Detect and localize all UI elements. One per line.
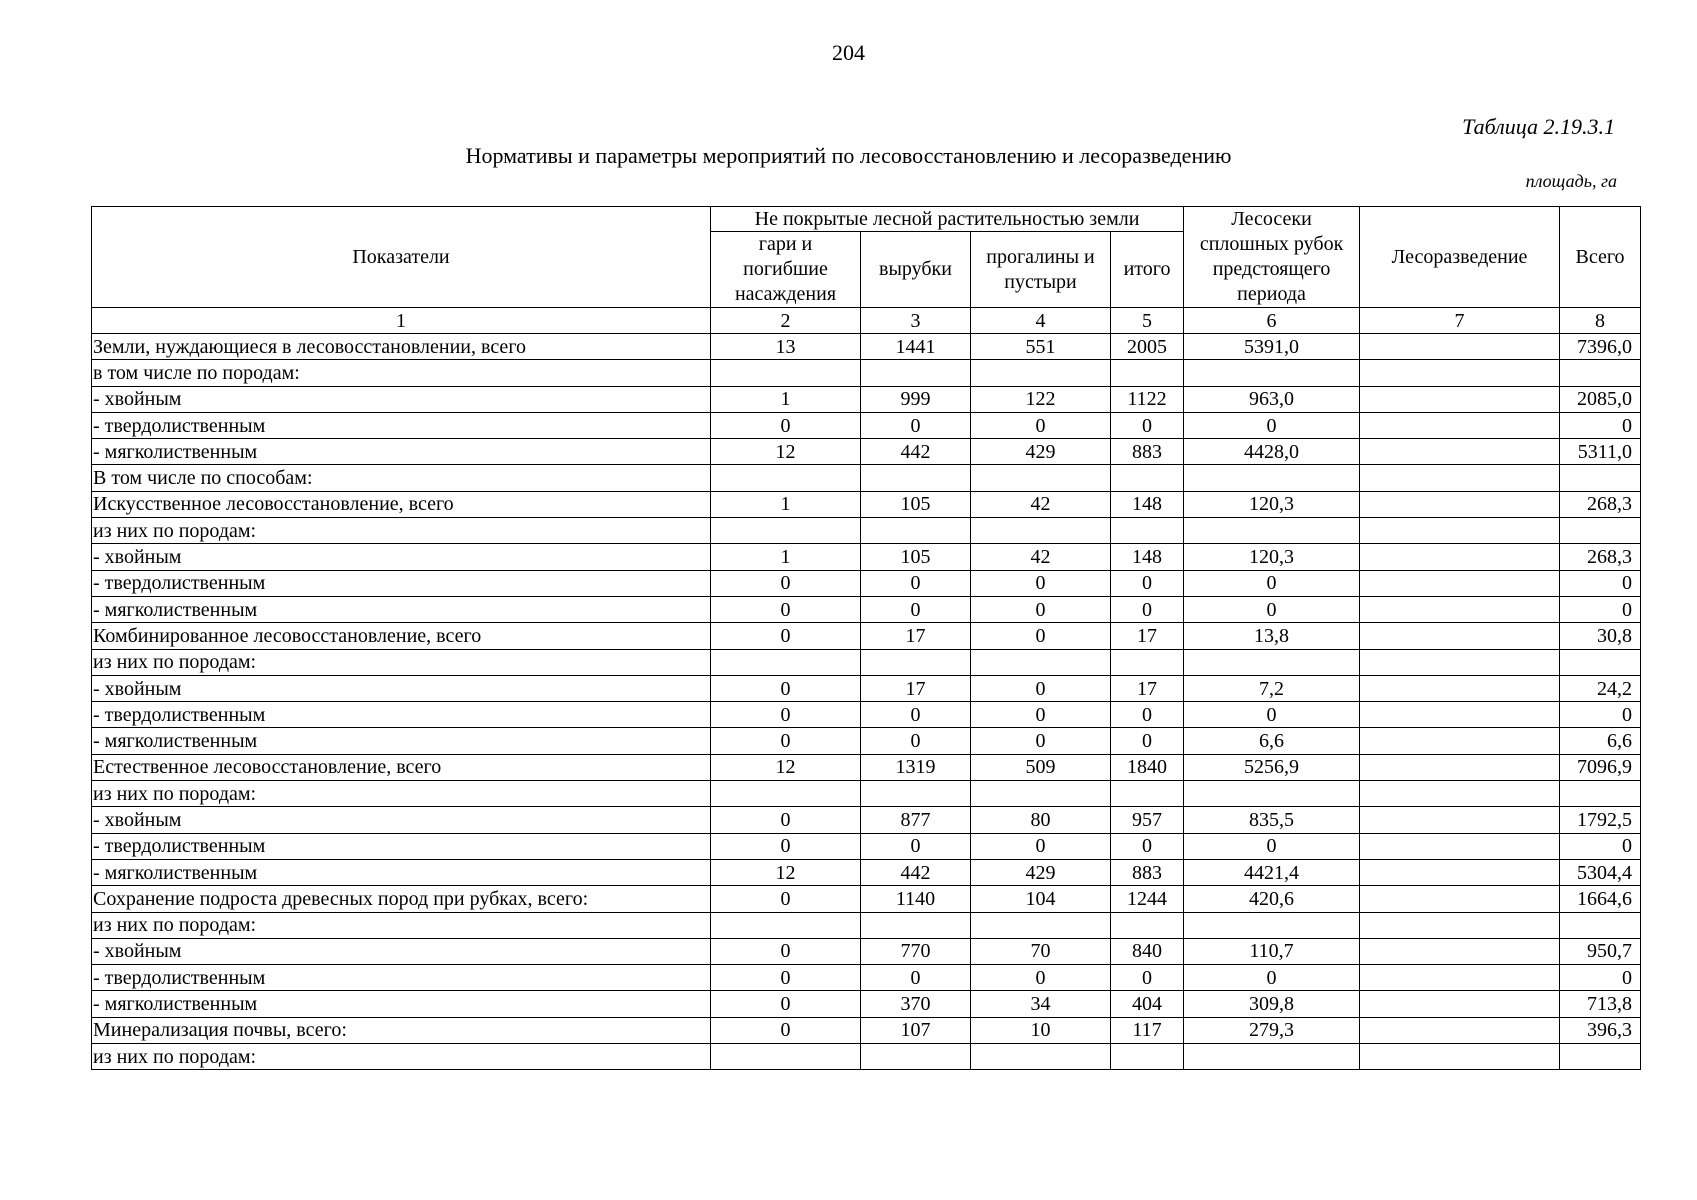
cell-c3: 442 [861,439,971,465]
table-row [92,518,1641,544]
row-label: из них по породам: [92,1044,711,1070]
cell-c3: 0 [861,833,971,859]
cell-c6 [1184,649,1360,675]
cell-c4: 0 [971,623,1111,649]
cell-c6: 120,3 [1184,491,1360,517]
cell-c7 [1360,702,1560,728]
cell-c3: 770 [861,938,971,964]
row-label: Естественное лесовосстановление, всего [92,754,711,780]
cell-c4: 10 [971,1017,1111,1043]
cell-c7 [1360,728,1560,754]
column-number: 1 [92,308,711,334]
row-label: - твердолиственным [92,833,711,859]
cell-c7 [1360,596,1560,622]
header-afforestation: Лесоразведение [1360,207,1560,308]
cell-c4: 42 [971,544,1111,570]
cell-c8: 0 [1560,833,1641,859]
cell-c2: 0 [711,886,861,912]
cell-c3: 1441 [861,334,971,360]
cell-c3: 1140 [861,886,971,912]
cell-c8: 5311,0 [1560,439,1641,465]
cell-c3: 1319 [861,754,971,780]
cell-c2: 0 [711,412,861,438]
cell-c4 [971,360,1111,386]
cell-c7 [1360,886,1560,912]
cell-c6: 5256,9 [1184,754,1360,780]
cell-c6 [1184,360,1360,386]
cell-c8: 0 [1560,702,1641,728]
cell-c8: 268,3 [1560,544,1641,570]
row-label: - мягколиственным [92,859,711,885]
cell-c8: 950,7 [1560,938,1641,964]
cell-c7 [1360,360,1560,386]
cell-c8 [1560,649,1641,675]
cell-c5: 0 [1111,702,1184,728]
cell-c7 [1360,412,1560,438]
row-label: - мягколиственным [92,439,711,465]
table-row [92,781,1641,807]
row-label: - твердолиственным [92,412,711,438]
cell-c4: 0 [971,728,1111,754]
cell-c6: 0 [1184,702,1360,728]
cell-c3 [861,649,971,675]
column-number: 6 [1184,308,1360,334]
cell-c3: 0 [861,412,971,438]
cell-c4 [971,1044,1111,1070]
cell-c2: 0 [711,675,861,701]
header-total: Всего [1560,207,1641,308]
cell-c6: 4421,4 [1184,859,1360,885]
cell-c6: 0 [1184,965,1360,991]
cell-c6 [1184,781,1360,807]
cell-c2 [711,649,861,675]
cell-c2: 1 [711,544,861,570]
cell-c6 [1184,912,1360,938]
cell-c3: 107 [861,1017,971,1043]
table-row [92,991,1641,1017]
cell-c6: 0 [1184,833,1360,859]
cell-c4: 42 [971,491,1111,517]
cell-c8 [1560,912,1641,938]
row-label: из них по породам: [92,649,711,675]
cell-c7 [1360,965,1560,991]
table-row [92,702,1641,728]
cell-c5: 883 [1111,439,1184,465]
cell-c5: 117 [1111,1017,1184,1043]
cell-c3 [861,912,971,938]
table-row [92,859,1641,885]
cell-c8: 0 [1560,412,1641,438]
cell-c7 [1360,439,1560,465]
table-row [92,649,1641,675]
table-row [92,886,1641,912]
column-number: 5 [1111,308,1184,334]
cell-c3: 999 [861,386,971,412]
table-title: Нормативы и параметры мероприятий по лесовосстановлению и лесоразведению [465,143,1232,168]
cell-c6: 6,6 [1184,728,1360,754]
table-number: Таблица 2.19.3.1 [1462,114,1615,139]
cell-c8: 7396,0 [1560,334,1641,360]
cell-c5: 148 [1111,544,1184,570]
cell-c4: 429 [971,439,1111,465]
cell-c2: 0 [711,728,861,754]
cell-c8: 7096,9 [1560,754,1641,780]
cell-c4: 80 [971,807,1111,833]
cell-c6 [1184,518,1360,544]
row-label: в том числе по породам: [92,360,711,386]
cell-c8: 268,3 [1560,491,1641,517]
cell-c8 [1560,1044,1641,1070]
cell-c7 [1360,833,1560,859]
column-number: 2 [711,308,861,334]
row-label: Земли, нуждающиеся в лесовосстановлении, всего [92,334,711,360]
cell-c5 [1111,465,1184,491]
cell-c2: 0 [711,991,861,1017]
table-row [92,965,1641,991]
cell-c2: 12 [711,859,861,885]
cell-c5: 0 [1111,570,1184,596]
cell-c6 [1184,465,1360,491]
cell-c5: 2005 [1111,334,1184,360]
cell-c4: 0 [971,675,1111,701]
cell-c8 [1560,518,1641,544]
cell-c5: 957 [1111,807,1184,833]
cell-c3: 370 [861,991,971,1017]
cell-c3: 17 [861,675,971,701]
cell-c6: 309,8 [1184,991,1360,1017]
cell-c8: 2085,0 [1560,386,1641,412]
table-row [92,334,1641,360]
cell-c4: 429 [971,859,1111,885]
table-row [92,728,1641,754]
cell-c2: 0 [711,702,861,728]
header-burnt-dead-stands: гари и погибшие насаждения [711,232,861,308]
table-row [92,570,1641,596]
table-row [92,439,1641,465]
cell-c6: 120,3 [1184,544,1360,570]
cell-c2: 1 [711,491,861,517]
table-row [92,412,1641,438]
cell-c3: 105 [861,491,971,517]
cell-c2: 0 [711,833,861,859]
table-row [92,833,1641,859]
cell-c6: 0 [1184,596,1360,622]
cell-c4: 34 [971,991,1111,1017]
page-number: 204 [832,40,865,65]
table-row [92,754,1641,780]
cell-c2 [711,912,861,938]
cell-c7 [1360,859,1560,885]
table-body [92,334,1641,1070]
header-clearcut-areas: Лесосеки сплошных рубок предстоящего периода [1184,207,1360,308]
cell-c3 [861,781,971,807]
cell-c6: 4428,0 [1184,439,1360,465]
cell-c3: 0 [861,728,971,754]
column-number-row [92,308,1641,334]
cell-c8: 0 [1560,965,1641,991]
cell-c7 [1360,386,1560,412]
row-label: - хвойным [92,807,711,833]
cell-c3: 0 [861,965,971,991]
cell-c4: 0 [971,702,1111,728]
cell-c2 [711,781,861,807]
row-label: - твердолиственным [92,702,711,728]
cell-c8: 0 [1560,570,1641,596]
column-number: 8 [1560,308,1641,334]
row-label: Искусственное лесовосстановление, всего [92,491,711,517]
cell-c4: 551 [971,334,1111,360]
cell-c6: 7,2 [1184,675,1360,701]
cell-c5 [1111,912,1184,938]
cell-c7 [1360,491,1560,517]
cell-c5 [1111,649,1184,675]
cell-c8: 0 [1560,596,1641,622]
cell-c8 [1560,465,1641,491]
cell-c4: 0 [971,965,1111,991]
cell-c6: 279,3 [1184,1017,1360,1043]
cell-c7 [1360,649,1560,675]
cell-c5 [1111,360,1184,386]
header-subtotal: итого [1111,232,1184,308]
cell-c3: 0 [861,570,971,596]
cell-c6: 0 [1184,412,1360,438]
row-label: Комбинированное лесовосстановление, всего [92,623,711,649]
table-row [92,912,1641,938]
cell-c7 [1360,1044,1560,1070]
cell-c3: 442 [861,859,971,885]
header-uncovered-lands: Не покрытые лесной растительностью земли [711,207,1184,232]
row-label: - хвойным [92,675,711,701]
cell-c5: 0 [1111,412,1184,438]
cell-c2: 0 [711,1017,861,1043]
cell-c3: 17 [861,623,971,649]
cell-c7 [1360,754,1560,780]
cell-c5: 1244 [1111,886,1184,912]
table-row [92,623,1641,649]
cell-c4: 509 [971,754,1111,780]
cell-c4 [971,649,1111,675]
cell-c8: 30,8 [1560,623,1641,649]
table-row [92,1044,1641,1070]
cell-c2: 1 [711,386,861,412]
cell-c6 [1184,1044,1360,1070]
column-number: 7 [1360,308,1560,334]
cell-c3: 0 [861,702,971,728]
cell-c8: 24,2 [1560,675,1641,701]
cell-c4: 122 [971,386,1111,412]
cell-c5: 404 [1111,991,1184,1017]
cell-c6: 963,0 [1184,386,1360,412]
row-label: из них по породам: [92,912,711,938]
cell-c6: 5391,0 [1184,334,1360,360]
table-row [92,360,1641,386]
cell-c7 [1360,938,1560,964]
row-label: из них по породам: [92,781,711,807]
row-label: Сохранение подроста древесных пород при рубках, всего: [92,886,711,912]
header-cuttings: вырубки [861,232,971,308]
cell-c3 [861,360,971,386]
cell-c7 [1360,1017,1560,1043]
cell-c5 [1111,781,1184,807]
cell-c2: 0 [711,965,861,991]
table-row [92,807,1641,833]
cell-c2 [711,360,861,386]
cell-c4 [971,518,1111,544]
cell-c2: 12 [711,754,861,780]
cell-c6: 110,7 [1184,938,1360,964]
cell-c5 [1111,1044,1184,1070]
header-glades-wastelands: прогалины и пустыри [971,232,1111,308]
table-row [92,1017,1641,1043]
cell-c7 [1360,991,1560,1017]
row-label: - хвойным [92,938,711,964]
cell-c5 [1111,518,1184,544]
row-label: - мягколиственным [92,596,711,622]
cell-c6: 0 [1184,570,1360,596]
cell-c2: 0 [711,807,861,833]
row-label: В том числе по способам: [92,465,711,491]
cell-c3 [861,465,971,491]
cell-c7 [1360,570,1560,596]
cell-c7 [1360,623,1560,649]
cell-c5: 1122 [1111,386,1184,412]
cell-c5: 0 [1111,596,1184,622]
table-row [92,386,1641,412]
table-row [92,465,1641,491]
cell-c4: 0 [971,596,1111,622]
cell-c5: 148 [1111,491,1184,517]
forest-regeneration-table [91,206,1641,1070]
cell-c3 [861,1044,971,1070]
table-row [92,544,1641,570]
cell-c7 [1360,675,1560,701]
cell-c4: 70 [971,938,1111,964]
cell-c5: 0 [1111,965,1184,991]
cell-c2 [711,1044,861,1070]
cell-c5: 17 [1111,675,1184,701]
cell-c2: 0 [711,570,861,596]
row-label: Минерализация почвы, всего: [92,1017,711,1043]
header-indicators: Показатели [92,207,711,308]
cell-c8 [1560,360,1641,386]
cell-c5: 17 [1111,623,1184,649]
units-label: площадь, га [1525,171,1617,191]
cell-c7 [1360,912,1560,938]
table-row [92,491,1641,517]
table-row [92,675,1641,701]
cell-c7 [1360,544,1560,570]
cell-c4 [971,912,1111,938]
cell-c5: 883 [1111,859,1184,885]
cell-c6: 13,8 [1184,623,1360,649]
cell-c2: 0 [711,938,861,964]
row-label: - мягколиственным [92,728,711,754]
cell-c5: 0 [1111,833,1184,859]
cell-c7 [1360,781,1560,807]
cell-c2 [711,518,861,544]
cell-c7 [1360,465,1560,491]
table-row [92,596,1641,622]
cell-c5: 1840 [1111,754,1184,780]
cell-c8: 1792,5 [1560,807,1641,833]
cell-c2: 12 [711,439,861,465]
table-row [92,938,1641,964]
row-label: из них по породам: [92,518,711,544]
row-label: - твердолиственным [92,570,711,596]
row-label: - хвойным [92,544,711,570]
cell-c8: 5304,4 [1560,859,1641,885]
column-number: 4 [971,308,1111,334]
row-label: - хвойным [92,386,711,412]
cell-c7 [1360,334,1560,360]
cell-c2: 0 [711,623,861,649]
cell-c4 [971,465,1111,491]
cell-c3: 105 [861,544,971,570]
cell-c8: 396,3 [1560,1017,1641,1043]
cell-c2: 0 [711,596,861,622]
cell-c3: 0 [861,596,971,622]
cell-c6: 835,5 [1184,807,1360,833]
row-label: - мягколиственным [92,991,711,1017]
column-number: 3 [861,308,971,334]
cell-c4: 104 [971,886,1111,912]
cell-c5: 0 [1111,728,1184,754]
cell-c4: 0 [971,412,1111,438]
cell-c2: 13 [711,334,861,360]
cell-c3 [861,518,971,544]
cell-c2 [711,465,861,491]
cell-c8 [1560,781,1641,807]
cell-c4 [971,781,1111,807]
cell-c8: 6,6 [1560,728,1641,754]
cell-c3: 877 [861,807,971,833]
cell-c5: 840 [1111,938,1184,964]
cell-c7 [1360,518,1560,544]
cell-c7 [1360,807,1560,833]
cell-c6: 420,6 [1184,886,1360,912]
cell-c8: 713,8 [1560,991,1641,1017]
cell-c4: 0 [971,833,1111,859]
row-label: - твердолиственным [92,965,711,991]
cell-c4: 0 [971,570,1111,596]
cell-c8: 1664,6 [1560,886,1641,912]
